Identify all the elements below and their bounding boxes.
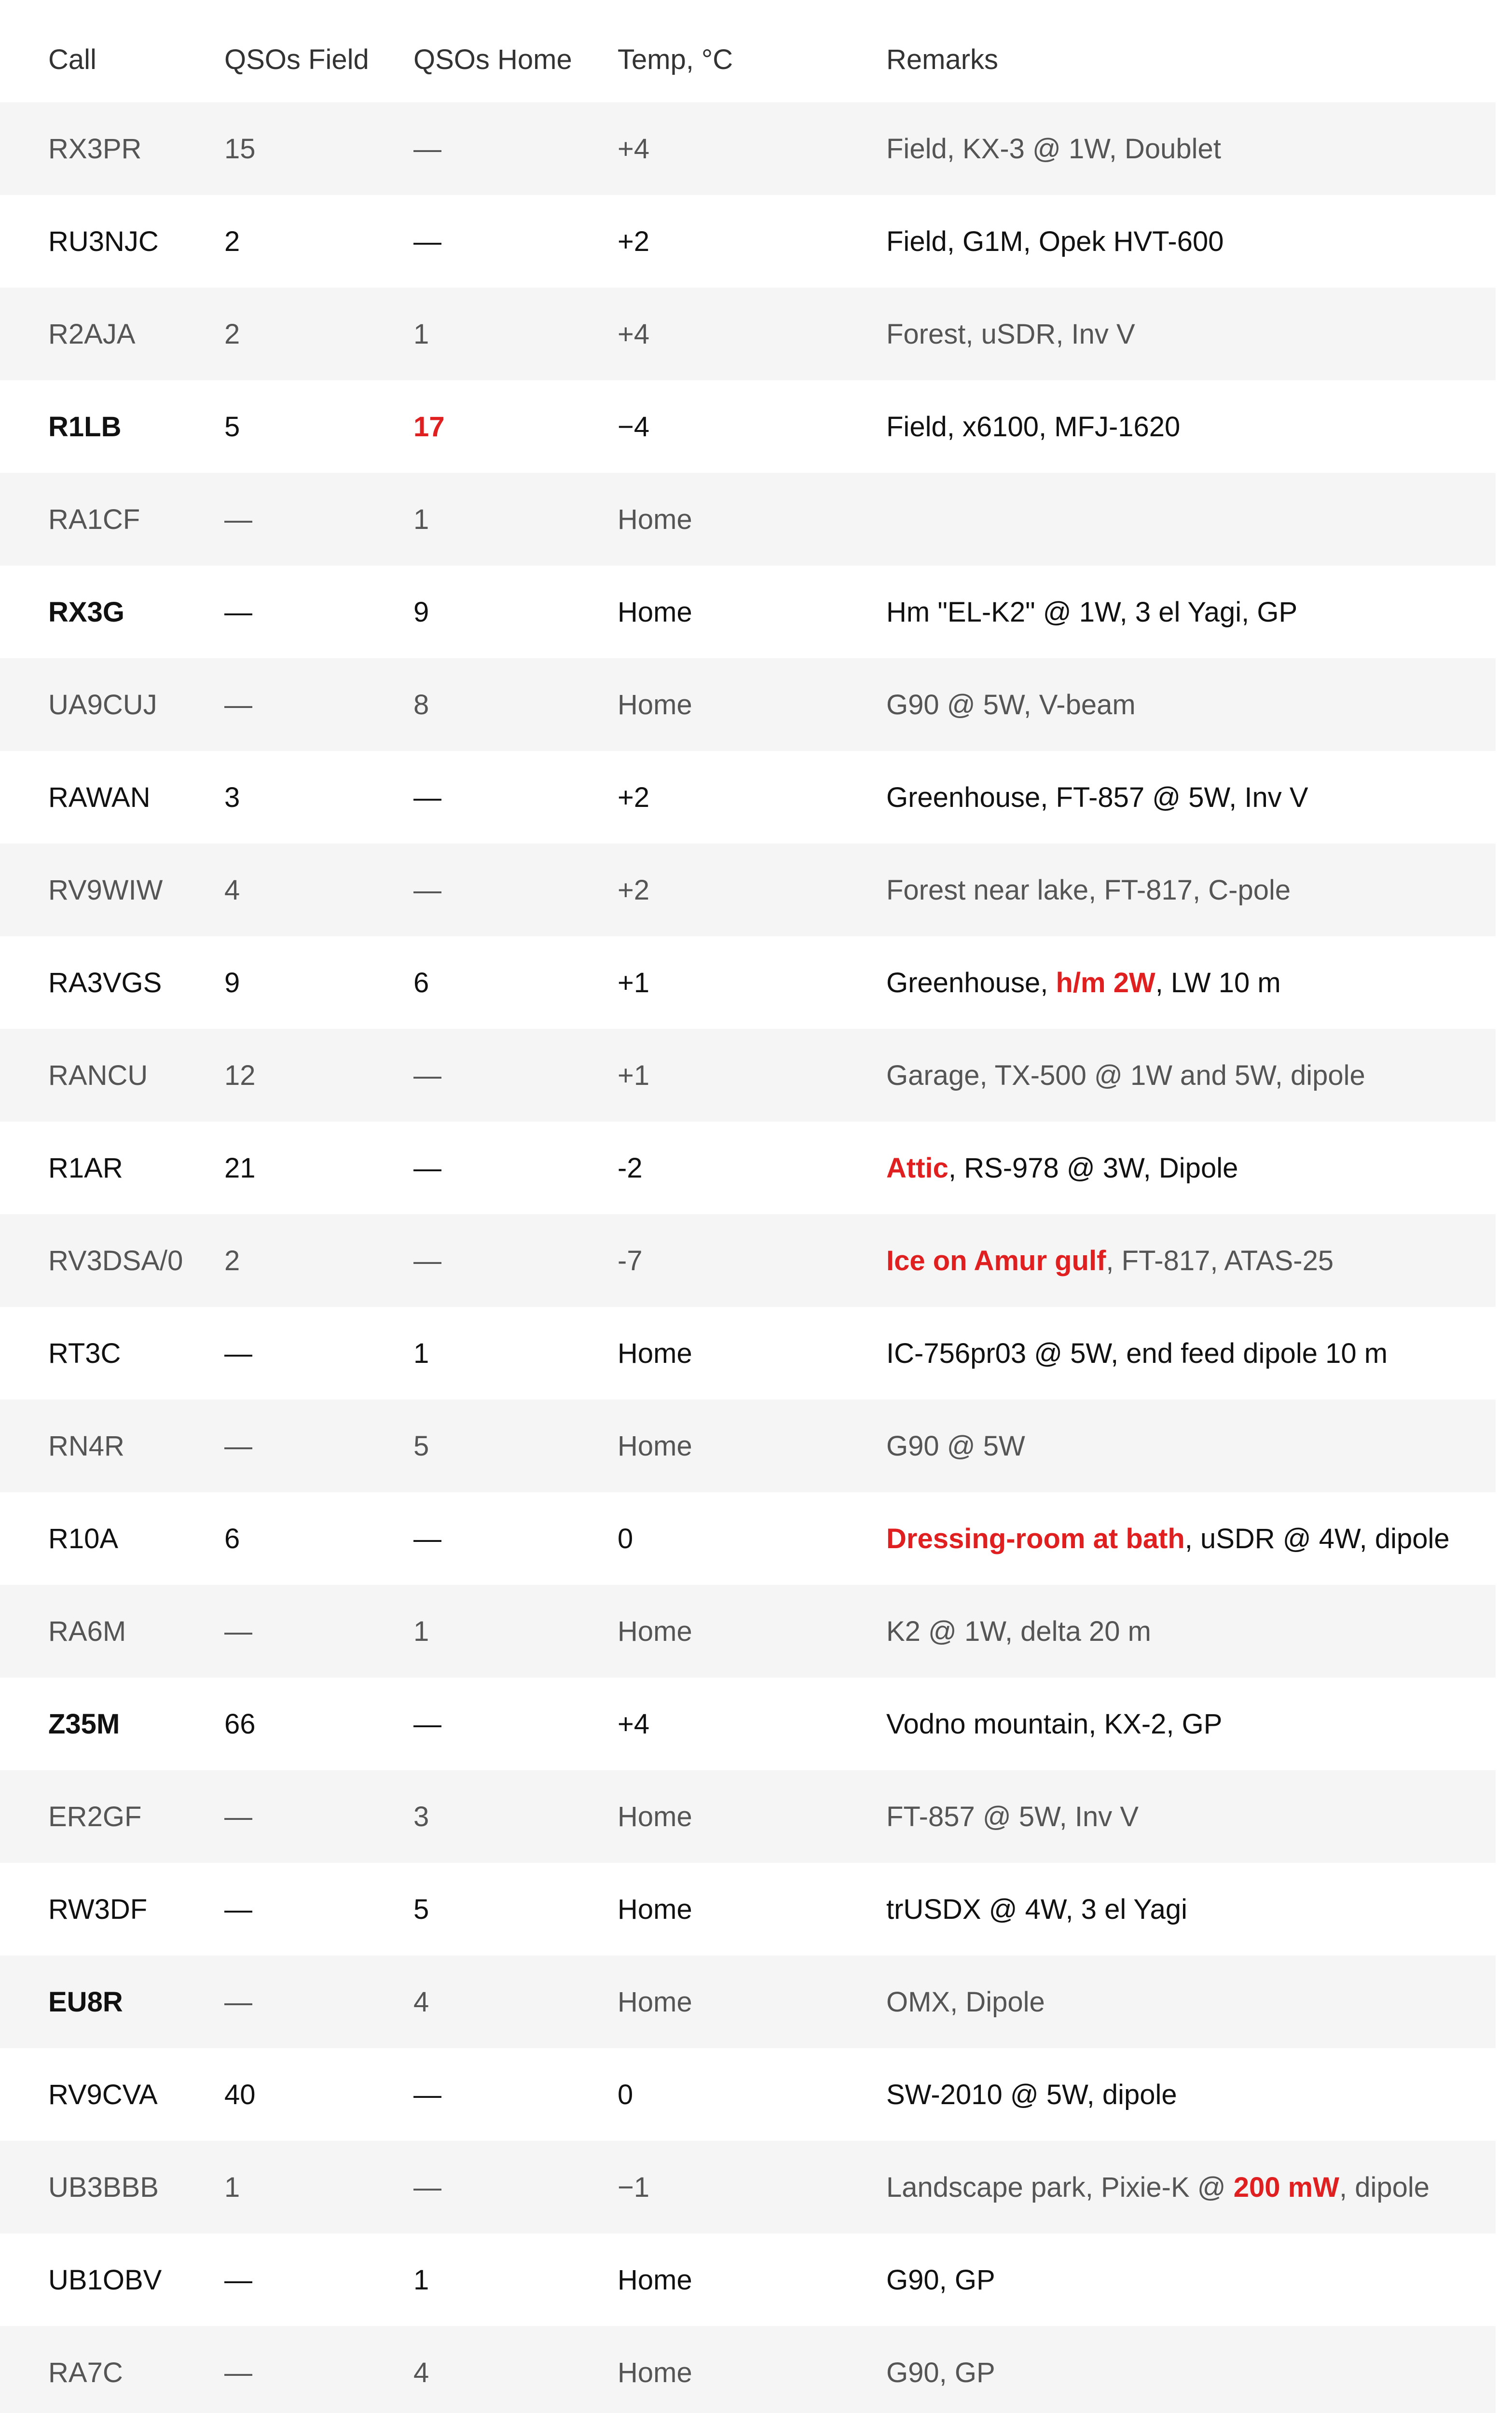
table-row [0,1029,1496,1122]
remarks-text: Landscape park, Pixie-K @ [886,2171,1234,2203]
header-qsos-field: QSOs Field [224,44,369,75]
cell-temp: 0 [618,1523,633,1554]
cell-call: UB3BBB [48,2171,159,2203]
header-temp: Temp, °C [618,44,733,75]
table-row [0,2141,1496,2233]
cell-temp: 0 [618,2079,633,2110]
cell-qsos-field: — [224,1801,252,1832]
cell-qsos-home: 1 [413,1615,429,1647]
cell-temp: +4 [618,318,650,350]
remarks-highlight: Ice on Amur gulf [886,1245,1106,1276]
cell-call: RV9WIW [48,874,163,906]
cell-remarks: IC-756pr03 @ 5W, end feed dipole 10 m [886,1337,1388,1369]
table-row [0,1863,1496,1955]
cell-qsos-field: — [224,1430,252,1462]
table-row [0,1400,1496,1492]
remarks-highlight: Attic [886,1152,948,1184]
cell-remarks: G90, GP [886,2357,995,2388]
cell-call: R2AJA [48,318,136,350]
cell-temp: Home [618,1986,692,2018]
remarks-text: , FT-817, ATAS-25 [1106,1245,1334,1276]
table-body [0,102,1496,2413]
cell-qsos-field: 2 [224,1245,240,1276]
cell-remarks: Garage, TX-500 @ 1W and 5W, dipole [886,1059,1365,1091]
header-row [0,0,1496,102]
table-header [0,0,1496,102]
cell-call: RAWAN [48,781,151,813]
table-row [0,1122,1496,1214]
cell-remarks: trUSDX @ 4W, 3 el Yagi [886,1893,1188,1925]
cell-remarks: Forest, uSDR, Inv V [886,318,1135,350]
cell-temp: +2 [618,781,650,813]
table-row [0,288,1496,380]
cell-remarks: Field, G1M, Opek HVT-600 [886,225,1224,257]
cell-qsos-home: 5 [413,1893,429,1925]
table-row [0,1214,1496,1307]
cell-remarks: Vodno mountain, KX-2, GP [886,1708,1223,1740]
cell-qsos-field: 12 [224,1059,256,1091]
cell-remarks [886,936,1496,1029]
cell-call: RX3PR [48,133,142,165]
cell-call: RN4R [48,1430,124,1462]
cell-call: RT3C [48,1337,121,1369]
table-row [0,2048,1496,2141]
table-row [0,936,1496,1029]
cell-temp: -2 [618,1152,643,1184]
cell-qsos-field: — [224,2264,252,2296]
cell-remarks: SW-2010 @ 5W, dipole [886,2079,1177,2110]
cell-temp: Home [618,1801,692,1832]
cell-remarks: K2 @ 1W, delta 20 m [886,1615,1151,1647]
table-row [0,2326,1496,2413]
cell-call: Z35M [48,1708,120,1740]
table-row [0,1492,1496,1585]
cell-temp: Home [618,1893,692,1925]
table-row [0,195,1496,288]
cell-remarks [886,1122,1496,1214]
cell-temp: Home [618,1430,692,1462]
remarks-text: , LW 10 m [1155,967,1281,998]
cell-temp: +1 [618,967,650,998]
cell-remarks: FT-857 @ 5W, Inv V [886,1801,1139,1832]
cell-qsos-home: 9 [413,596,429,628]
header-call: Call [48,44,96,75]
cell-temp: -7 [618,1245,643,1276]
cell-qsos-field: 4 [224,874,240,906]
cell-qsos-field: — [224,1986,252,2018]
cell-remarks: G90, GP [886,2264,995,2296]
cell-qsos-field: 6 [224,1523,240,1554]
cell-qsos-field: — [224,1893,252,1925]
cell-remarks: Field, KX-3 @ 1W, Doublet [886,133,1221,165]
cell-qsos-field: 15 [224,133,256,165]
cell-call: RX3G [48,596,124,628]
cell-call: ER2GF [48,1801,142,1832]
cell-call: RANCU [48,1059,148,1091]
cell-remarks: Forest near lake, FT-817, C-pole [886,874,1291,906]
cell-qsos-home: 1 [413,1337,429,1369]
cell-qsos-home: — [413,1152,441,1184]
cell-qsos-field: — [224,1337,252,1369]
cell-qsos-home: — [413,1059,441,1091]
cell-qsos-home: 5 [413,1430,429,1462]
cell-qsos-home: — [413,1245,441,1276]
table-row [0,1307,1496,1400]
cell-remarks [886,1214,1496,1307]
table-row [0,1585,1496,1678]
cell-qsos-home: — [413,1708,441,1740]
cell-qsos-home: — [413,2171,441,2203]
cell-remarks: G90 @ 5W [886,1430,1025,1462]
cell-qsos-home: 1 [413,503,429,535]
cell-call: RA7C [48,2357,123,2388]
cell-remarks [886,2141,1496,2233]
table-row [0,844,1496,936]
remarks-text: , dipole [1339,2171,1430,2203]
cell-qsos-home: 4 [413,2357,429,2388]
cell-call: RA1CF [48,503,140,535]
cell-remarks: Field, x6100, MFJ-1620 [886,411,1181,443]
table-row [0,658,1496,751]
header-remarks: Remarks [886,44,999,75]
cell-call: RV3DSA/0 [48,1245,183,1276]
cell-qsos-home: 1 [413,318,429,350]
cell-qsos-field: — [224,689,252,721]
cell-qsos-home: 8 [413,689,429,721]
remarks-text: Greenhouse, [886,967,1056,998]
cell-qsos-field: — [224,596,252,628]
cell-qsos-home: 4 [413,1986,429,2018]
cell-remarks: Greenhouse, FT-857 @ 5W, Inv V [886,781,1308,813]
cell-qsos-field: 5 [224,411,240,443]
cell-qsos-home: 6 [413,967,429,998]
cell-call: RW3DF [48,1893,148,1925]
cell-call: RA6M [48,1615,126,1647]
cell-qsos-field: — [224,2357,252,2388]
cell-qsos-field: 3 [224,781,240,813]
cell-qsos-home: — [413,874,441,906]
cell-temp: Home [618,2357,692,2388]
remarks-highlight: 200 mW [1233,2171,1339,2203]
table-row [0,566,1496,658]
cell-qsos-home: 1 [413,2264,429,2296]
cell-call: UA9CUJ [48,689,157,721]
table-row [0,751,1496,844]
cell-qsos-field: 40 [224,2079,256,2110]
cell-temp: Home [618,596,692,628]
cell-qsos-home: 17 [413,411,445,443]
table-row [0,380,1496,473]
cell-remarks: OMX, Dipole [886,1986,1045,2018]
table-row [0,2233,1496,2326]
table-row [0,1770,1496,1863]
cell-call: RU3NJC [48,225,159,257]
cell-qsos-home: — [413,225,441,257]
cell-qsos-field: 2 [224,225,240,257]
cell-temp: +1 [618,1059,650,1091]
cell-temp: +2 [618,225,650,257]
cell-qsos-field: — [224,1615,252,1647]
cell-call: R1AR [48,1152,123,1184]
cell-remarks: Hm "EL-K2" @ 1W, 3 el Yagi, GP [886,596,1298,628]
cell-qsos-home: — [413,1523,441,1554]
remarks-highlight: Dressing-room at bath [886,1523,1185,1554]
cell-call: UB1OBV [48,2264,162,2296]
table-row [0,102,1496,195]
cell-temp: +4 [618,1708,650,1740]
remarks-highlight: h/m 2W [1056,967,1155,998]
cell-temp: Home [618,503,692,535]
cell-qsos-home: — [413,133,441,165]
remarks-text: , RS-978 @ 3W, Dipole [948,1152,1238,1184]
cell-remarks [886,473,1496,566]
cell-call: RV9CVA [48,2079,158,2110]
cell-call: EU8R [48,1986,123,2018]
cell-call: R1LB [48,411,122,443]
cell-temp: Home [618,689,692,721]
cell-qsos-field: 9 [224,967,240,998]
cell-qsos-home: — [413,781,441,813]
cell-qsos-home: 3 [413,1801,429,1832]
cell-temp: +4 [618,133,650,165]
header-qsos-home: QSOs Home [413,44,572,75]
cell-qsos-field: 1 [224,2171,240,2203]
table-row [0,1955,1496,2048]
cell-call: R10A [48,1523,119,1554]
table-row [0,1678,1496,1770]
cell-temp: −4 [618,411,650,443]
cell-qsos-field: 2 [224,318,240,350]
cell-qsos-field: — [224,503,252,535]
table-row [0,473,1496,566]
cell-temp: −1 [618,2171,650,2203]
cell-temp: Home [618,1615,692,1647]
cell-temp: Home [618,1337,692,1369]
cell-qsos-field: 66 [224,1708,256,1740]
cell-remarks: G90 @ 5W, V-beam [886,689,1136,721]
cell-remarks [886,1492,1496,1585]
cell-call: RA3VGS [48,967,162,998]
cell-qsos-home: — [413,2079,441,2110]
cell-qsos-field: 21 [224,1152,256,1184]
cell-temp: Home [618,2264,692,2296]
remarks-text: , uSDR @ 4W, dipole [1184,1523,1450,1554]
cell-temp: +2 [618,874,650,906]
